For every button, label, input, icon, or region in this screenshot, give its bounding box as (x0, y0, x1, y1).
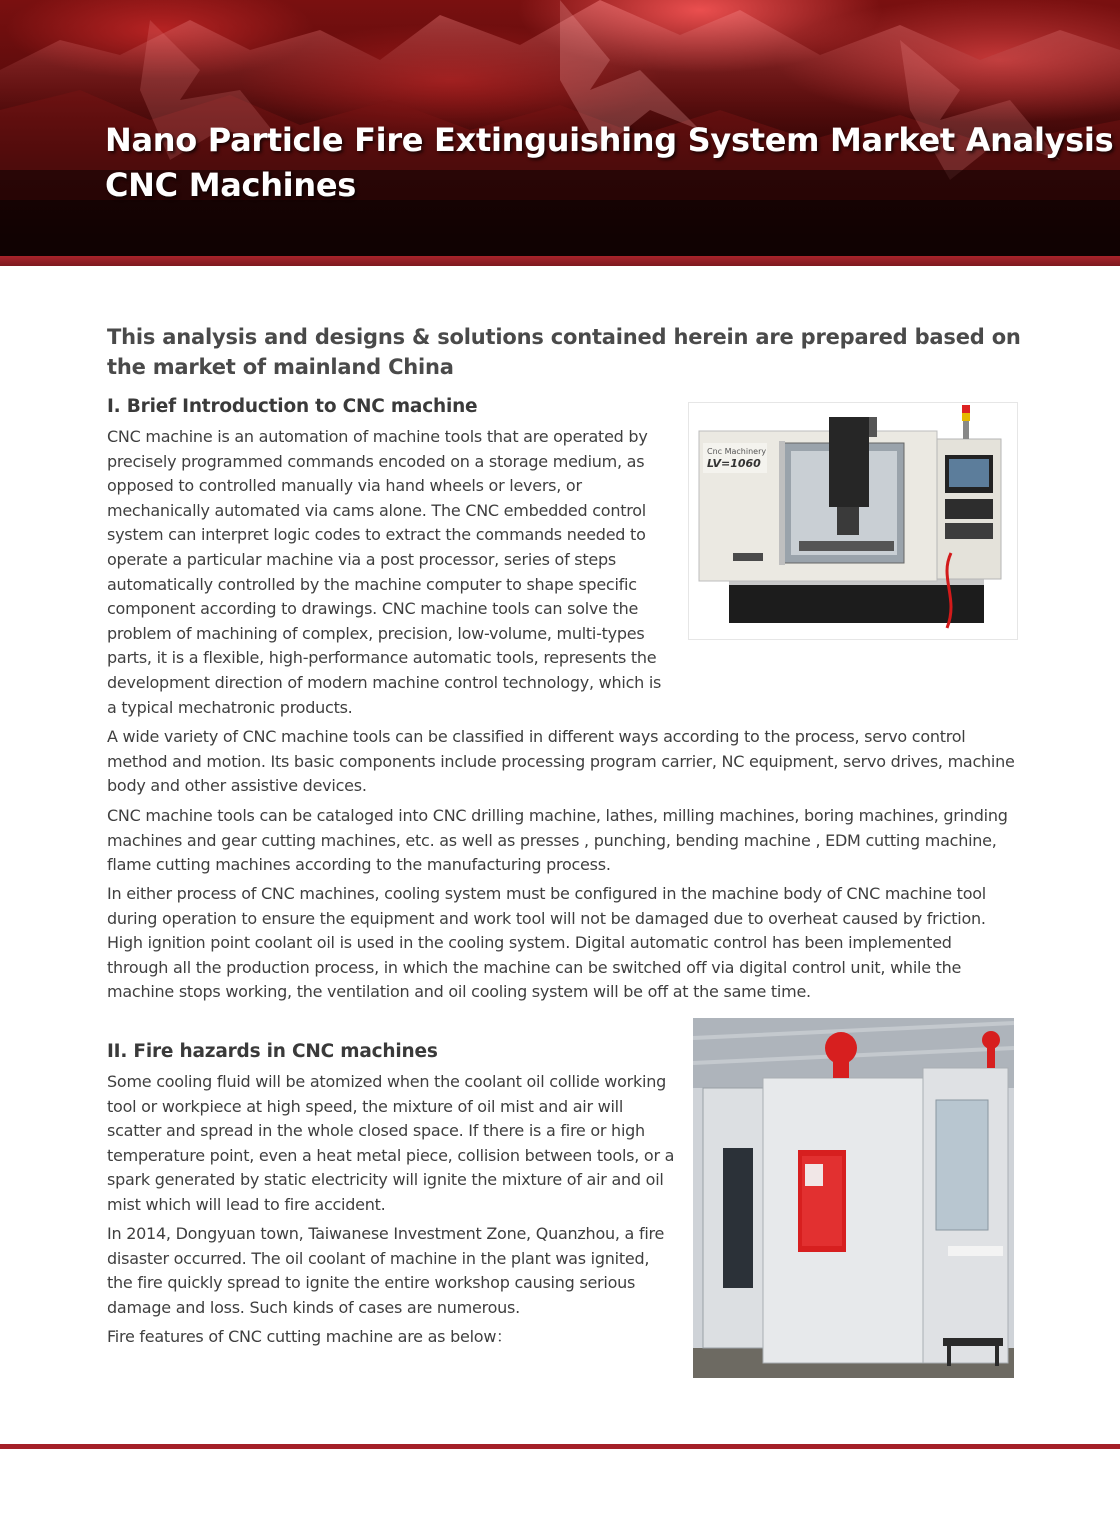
footer-divider (0, 1444, 1120, 1449)
section-1-paragraph-2: A wide variety of CNC machine tools can be classified in different ways according to the process, servo control method and motion. Its basic components include processing program carrier, NC equipment, servo drives, machine body and other assistive devices. (107, 727, 1015, 796)
page-title (105, 118, 1113, 208)
lead-statement: This analysis and designs & solutions contained herein are prepared based on the market of mainland China (107, 325, 1021, 379)
workshop-illustration (693, 1018, 1014, 1378)
section-2-paragraph-1: Some cooling fluid will be atomized when the coolant oil collide working tool or workpiece at high speed, the mixture of oil mist and air will scatter and spread in the whole closed space. If there is a fire or high temperature point, even a heat metal piece, collision between tools, or a spark generated by static electricity will ignite the mixture of air and oil mist which will lead to fire accident. (107, 1072, 675, 1214)
title-line-1: Nano Particle Fire Extinguishing System Market Analysis (105, 121, 1114, 159)
section-1-heading: I. Brief Introduction to CNC machine (107, 396, 478, 417)
section-2-paragraph-2: In 2014, Dongyuan town, Taiwanese Investment Zone, Quanzhou, a fire disaster occurred. The oil coolant of machine in the plant was ignited, the fire quickly spread to ignite the entire workshop causing serious damage and loss. Such kinds of cases are numerous. (107, 1224, 665, 1317)
workshop-machine-photo (693, 1018, 1014, 1378)
section-1-paragraph-4: In either process of CNC machines, cooling system must be configured in the machine body of CNC machine tool during operation to ensure the equipment and work tool will not be damaged due to overheat caused by friction. High ignition point coolant oil is used in the cooling system. Digital automatic control has been implemented through all the production process, in which the machine can be switched off via digital control unit, while the machine stops working, the ventilation and oil cooling system will be off at the same time. (107, 884, 986, 1002)
section-2-paragraph-3: Fire features of CNC cutting machine are as below： (107, 1327, 512, 1346)
header-stripe (0, 256, 1120, 266)
section-1-paragraph-3: CNC machine tools can be cataloged into CNC drilling machine, lathes, milling machines, boring machines, grinding machines and gear cutting machines, etc. as well as presses , punching, bending machine , EDM cutting machine, flame cutting machines according to the manufacturing process. (107, 806, 1008, 875)
cnc-machine-photo (688, 402, 1018, 640)
machine-label-1: Cnc Machinery (707, 447, 767, 456)
cnc-machine-illustration (689, 403, 1017, 639)
title-line-2: CNC Machines (105, 166, 356, 204)
header-banner (0, 0, 1120, 258)
section-1-paragraph-1: CNC machine is an automation of machine tools that are operated by precisely programmed commands encoded on a storage medium, as opposed to controlled manually via hand wheels or levers, or mechanically automated via cams alone. The CNC embedded control system can interpret logic codes to extract the commands needed to operate a particular machine via a post processor, series of steps automatically controlled by the machine computer to shape specific component according to drawings. CNC machine tools can solve the problem of machining of complex, precision, low-volume, multi-types parts, it is a flexible, high-performance automatic tools, represents the development direction of modern machine control technology, which is a typical mechatronic products. (107, 427, 662, 717)
machine-label-2: LV=1060 (707, 457, 761, 470)
section-2-heading: II. Fire hazards in CNC machines (107, 1041, 438, 1062)
